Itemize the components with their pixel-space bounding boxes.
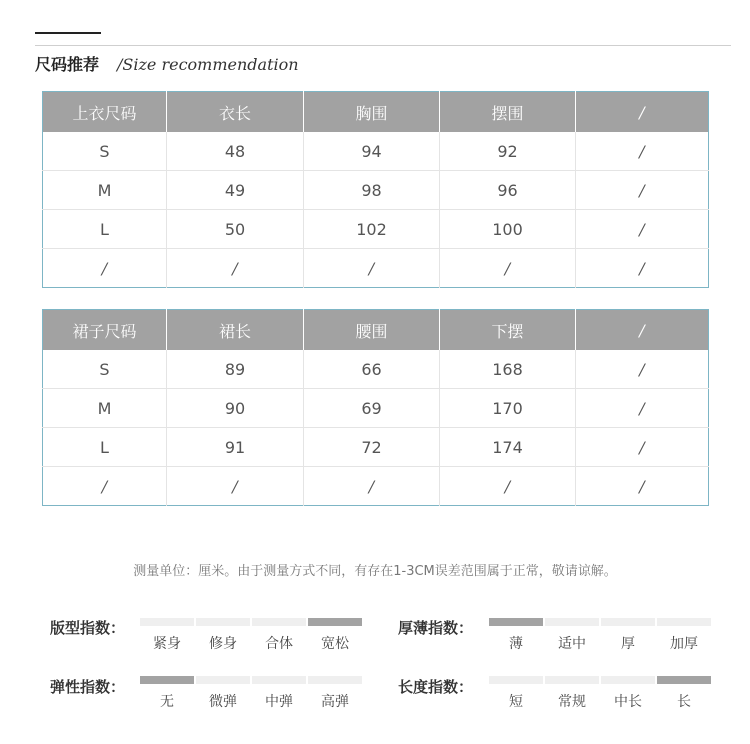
table-cell: / (639, 476, 645, 496)
table-cell: L (43, 428, 167, 467)
table-cell: M (43, 171, 167, 210)
table-row (43, 428, 709, 467)
table-cell: / (304, 249, 440, 288)
table-row (43, 210, 709, 249)
scale-segment (140, 676, 194, 711)
scale-segment (657, 676, 711, 711)
header-cell-skirt-length: 裙长 (167, 310, 304, 351)
header-divider (35, 45, 731, 46)
header-cell-size: 裙子尺码 (43, 310, 167, 351)
header-cell-hem: 摆围 (440, 92, 576, 133)
table-cell: M (43, 389, 167, 428)
scale-segment (489, 676, 543, 711)
table-row (43, 132, 709, 171)
table-row (43, 249, 709, 288)
scale-segment (601, 676, 655, 711)
scale-bar (252, 676, 306, 684)
scale-segment (252, 618, 306, 653)
table-cell: / (639, 258, 645, 278)
table-header-row (43, 92, 709, 133)
scale-bar (252, 618, 306, 626)
header-cell-waist: 腰围 (304, 310, 440, 351)
scale-bar (657, 618, 711, 626)
skirt-size-table (42, 309, 709, 506)
scale-bar (545, 676, 599, 684)
scale-bar (545, 618, 599, 626)
table-cell: / (167, 467, 304, 506)
table-cell: 174 (440, 428, 576, 467)
title-chinese: 尺码推荐 (35, 55, 100, 74)
scale-bar (657, 676, 711, 684)
scale-bar (140, 676, 194, 684)
table-cell: / (576, 428, 709, 467)
scale-segment (140, 618, 194, 653)
table-cell: 102 (304, 210, 440, 249)
table-cell: 66 (304, 350, 440, 389)
scale-option: 薄 (509, 636, 523, 652)
table-row (43, 171, 709, 210)
scale-bar (601, 676, 655, 684)
scale-option: 长 (677, 694, 691, 710)
scale-option: 高弹 (321, 694, 349, 710)
scale-segment (545, 676, 599, 711)
header-cell-size: 上衣尺码 (43, 92, 167, 133)
scale-segment (545, 618, 599, 653)
scale-option: 无 (160, 694, 174, 710)
scale-option: 短 (509, 694, 523, 710)
table-cell: L (43, 210, 167, 249)
table-cell: 72 (304, 428, 440, 467)
scale-bar (196, 676, 250, 684)
elasticity-index-label: 弹性指数： (50, 678, 126, 696)
scale-segment (308, 618, 362, 653)
scale-option: 修身 (209, 636, 237, 652)
scale-option: 适中 (558, 636, 586, 652)
table-cell: / (167, 249, 304, 288)
table-cell: / (576, 132, 709, 171)
table-cell: 89 (167, 350, 304, 389)
scale-bar (308, 618, 362, 626)
table-cell: 170 (440, 389, 576, 428)
fit-index-label: 版型指数： (50, 619, 126, 637)
table-row (43, 389, 709, 428)
table-cell: / (576, 210, 709, 249)
scale-bar (601, 618, 655, 626)
fit-index-scale (140, 618, 364, 653)
table-cell: 96 (440, 171, 576, 210)
scale-option: 微弹 (209, 694, 237, 710)
length-index-label: 长度指数： (398, 678, 474, 696)
table-cell: 168 (440, 350, 576, 389)
scale-segment (657, 618, 711, 653)
table-cell: / (440, 249, 576, 288)
elasticity-index-scale (140, 676, 364, 711)
table-cell: 94 (304, 132, 440, 171)
scale-segment (489, 618, 543, 653)
header-cell-length: 衣长 (167, 92, 304, 133)
header-accent-line (35, 32, 101, 34)
table-header-row (43, 310, 709, 351)
scale-option: 宽松 (321, 636, 349, 652)
table-cell: / (304, 467, 440, 506)
table-row (43, 350, 709, 389)
table-cell: S (43, 132, 167, 171)
section-title (35, 52, 299, 76)
table-cell: / (576, 350, 709, 389)
thickness-index-label: 厚薄指数： (398, 619, 474, 637)
table-cell: / (43, 467, 167, 506)
scale-segment (196, 618, 250, 653)
table-cell: / (576, 389, 709, 428)
table-cell: 92 (440, 132, 576, 171)
table-cell: 69 (304, 389, 440, 428)
table-cell: 100 (440, 210, 576, 249)
table-cell: 48 (167, 132, 304, 171)
scale-option: 紧身 (153, 636, 181, 652)
table-row (43, 467, 709, 506)
header-cell-chest: 胸围 (304, 92, 440, 133)
scale-bar (489, 676, 543, 684)
scale-option: 中长 (614, 694, 642, 710)
scale-segment (601, 618, 655, 653)
scale-bar (489, 618, 543, 626)
table-cell: 90 (167, 389, 304, 428)
table-cell: 91 (167, 428, 304, 467)
title-english: /Size recommendation (117, 55, 299, 74)
top-size-table (42, 91, 709, 288)
length-index-scale (489, 676, 713, 711)
scale-segment (252, 676, 306, 711)
table-cell: 49 (167, 171, 304, 210)
header-cell-blank: / (576, 310, 709, 351)
table-cell: / (440, 467, 576, 506)
table-cell: 50 (167, 210, 304, 249)
table-cell: / (43, 249, 167, 288)
table-cell: / (576, 171, 709, 210)
scale-segment (308, 676, 362, 711)
scale-option: 常规 (558, 694, 586, 710)
scale-bar (196, 618, 250, 626)
scale-option: 中弹 (265, 694, 293, 710)
table-cell: 98 (304, 171, 440, 210)
header-cell-blank: / (576, 92, 709, 133)
thickness-index-scale (489, 618, 713, 653)
scale-bar (308, 676, 362, 684)
scale-option: 厚 (621, 636, 635, 652)
scale-option: 加厚 (670, 636, 698, 652)
scale-segment (196, 676, 250, 711)
scale-bar (140, 618, 194, 626)
measurement-note: 测量单位：厘米。由于测量方式不同，有存在1-3CM误差范围属于正常，敬请谅解。 (133, 564, 617, 579)
header-cell-hem: 下摆 (440, 310, 576, 351)
scale-option: 合体 (265, 636, 293, 652)
table-cell: S (43, 350, 167, 389)
